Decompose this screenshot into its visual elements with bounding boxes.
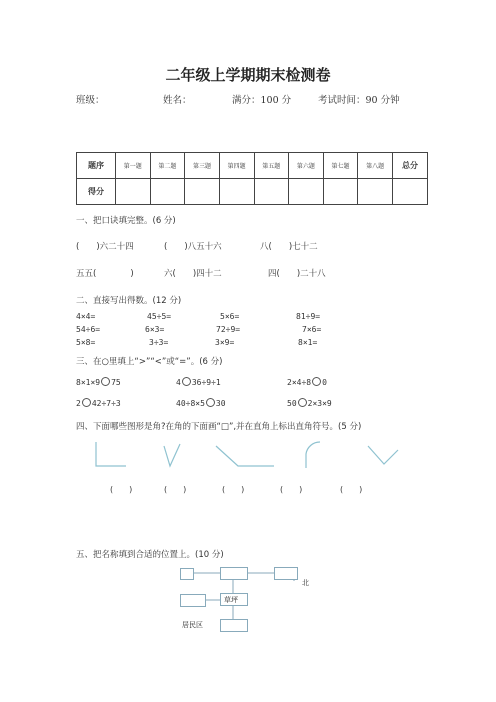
s4-answer[interactable]: ( ) bbox=[164, 485, 187, 494]
s2-item: 54÷6= bbox=[76, 325, 101, 334]
score-cell[interactable] bbox=[116, 179, 151, 205]
full-score: 满分：100 分 bbox=[232, 95, 292, 106]
score-cell-header: 第七题 bbox=[323, 153, 358, 179]
s2-item: 4×4= bbox=[76, 312, 96, 321]
score-cell-header: 第五题 bbox=[254, 153, 289, 179]
score-cell[interactable] bbox=[358, 179, 393, 205]
map-box-blank[interactable] bbox=[180, 594, 206, 607]
angle-figures bbox=[80, 438, 420, 472]
s2-item: 8×1= bbox=[298, 338, 318, 347]
north-label: 北 bbox=[302, 579, 309, 587]
compare-left: 50 bbox=[287, 399, 297, 408]
map-box-blank[interactable] bbox=[180, 568, 194, 580]
grass-label: 草坪 bbox=[224, 596, 238, 604]
s1-item: 八( )七十二 bbox=[260, 242, 318, 252]
figure-v-angle bbox=[164, 444, 180, 466]
residential-label: 居民区 bbox=[182, 621, 203, 629]
score-table bbox=[76, 152, 428, 205]
score-cell[interactable] bbox=[254, 179, 289, 205]
s4-answer[interactable]: ( ) bbox=[110, 485, 133, 494]
score-row-label: 得分 bbox=[77, 179, 116, 205]
s2-item: 5×6= bbox=[220, 312, 240, 321]
score-cell-header: 第二题 bbox=[150, 153, 185, 179]
compare-circle[interactable] bbox=[298, 398, 307, 407]
compare-item bbox=[176, 398, 226, 408]
s4-answer[interactable]: ( ) bbox=[280, 485, 303, 494]
section-3-heading: 三、在○里填上“>”“<”或“=”。(6 分) bbox=[76, 357, 223, 367]
s1-item: 六( )四十二 bbox=[164, 269, 222, 279]
compare-circle[interactable] bbox=[182, 377, 191, 386]
s1-item: 五五( ) bbox=[76, 269, 134, 279]
score-cell-header: 第六题 bbox=[289, 153, 324, 179]
section-2-heading: 二、直接写出得数。(12 分) bbox=[76, 296, 182, 306]
s1-item: ( )八五十六 bbox=[164, 242, 222, 252]
score-cell[interactable] bbox=[219, 179, 254, 205]
compare-circle[interactable] bbox=[206, 398, 215, 407]
compare-right: 42÷7÷3 bbox=[91, 399, 121, 408]
score-cell-header: 题序 bbox=[77, 153, 116, 179]
compare-left: 2 bbox=[76, 399, 81, 408]
class-label: 班级： bbox=[76, 95, 105, 106]
compare-item bbox=[76, 377, 121, 387]
compare-left: 8×1×9 bbox=[76, 378, 101, 387]
section-1-heading: 一、把口诀填完整。(6 分) bbox=[76, 216, 176, 226]
compare-circle[interactable] bbox=[312, 377, 321, 386]
s2-item: 45÷5= bbox=[147, 312, 172, 321]
map-box-blank[interactable] bbox=[220, 619, 248, 632]
s4-answer[interactable]: ( ) bbox=[340, 485, 363, 494]
name-label: 姓名： bbox=[163, 95, 192, 106]
map-box-blank[interactable] bbox=[220, 567, 248, 580]
score-cell-header: 第八题 bbox=[358, 153, 393, 179]
compare-item bbox=[287, 377, 327, 387]
s2-item: 5×8= bbox=[76, 338, 96, 347]
score-cell-header: 第一题 bbox=[116, 153, 151, 179]
score-cell[interactable] bbox=[289, 179, 324, 205]
s2-item: 72÷9= bbox=[216, 325, 241, 334]
compare-right: 0 bbox=[322, 378, 327, 387]
s2-item: 7×6= bbox=[302, 325, 322, 334]
compare-circle[interactable] bbox=[101, 377, 110, 386]
compare-item bbox=[287, 398, 332, 408]
section-5-heading: 五、把名称填到合适的位置上。(10 分) bbox=[76, 550, 224, 560]
exam-time: 考试时间：90 分钟 bbox=[318, 95, 400, 106]
score-cell[interactable] bbox=[185, 179, 220, 205]
section-4-heading: 四、下面哪些图形是角?在角的下面画“□”,并在直角上标出直角符号。(5 分) bbox=[76, 422, 362, 432]
map-box-blank[interactable] bbox=[274, 567, 298, 580]
compare-circle[interactable] bbox=[82, 398, 91, 407]
score-table-header-row bbox=[77, 153, 428, 179]
score-cell-header: 总分 bbox=[393, 153, 428, 179]
s2-item: 3÷3= bbox=[149, 338, 169, 347]
s1-item: 四( )二十八 bbox=[268, 269, 326, 279]
compare-left: 40÷8×5 bbox=[176, 399, 205, 408]
score-cell-header: 第三题 bbox=[185, 153, 220, 179]
figure-arc-shape bbox=[306, 442, 320, 468]
compare-right: 75 bbox=[111, 378, 121, 387]
s2-item: 3×9= bbox=[215, 338, 235, 347]
s4-answer[interactable]: ( ) bbox=[222, 485, 245, 494]
compare-right: 30 bbox=[215, 399, 226, 408]
page-title: 二年级上学期期末检测卷 bbox=[165, 66, 331, 84]
compare-left: 4 bbox=[176, 378, 181, 387]
compare-left: 2×4÷8 bbox=[287, 378, 312, 387]
figure-right-angle bbox=[96, 442, 126, 466]
s1-item: ( )六二十四 bbox=[76, 242, 134, 252]
compare-item bbox=[176, 377, 221, 387]
figure-wide-v bbox=[368, 446, 398, 464]
score-cell[interactable] bbox=[323, 179, 358, 205]
compare-item bbox=[76, 398, 121, 408]
compare-right: 2×3×9 bbox=[307, 399, 332, 408]
figure-open-shape bbox=[216, 446, 274, 466]
score-cell-header: 第四题 bbox=[219, 153, 254, 179]
compare-right: 36÷9÷1 bbox=[191, 378, 221, 387]
s2-item: 81÷9= bbox=[296, 312, 321, 321]
score-table-score-row bbox=[77, 179, 428, 205]
s2-item: 6×3= bbox=[145, 325, 165, 334]
score-cell[interactable] bbox=[393, 179, 428, 205]
score-cell[interactable] bbox=[150, 179, 185, 205]
